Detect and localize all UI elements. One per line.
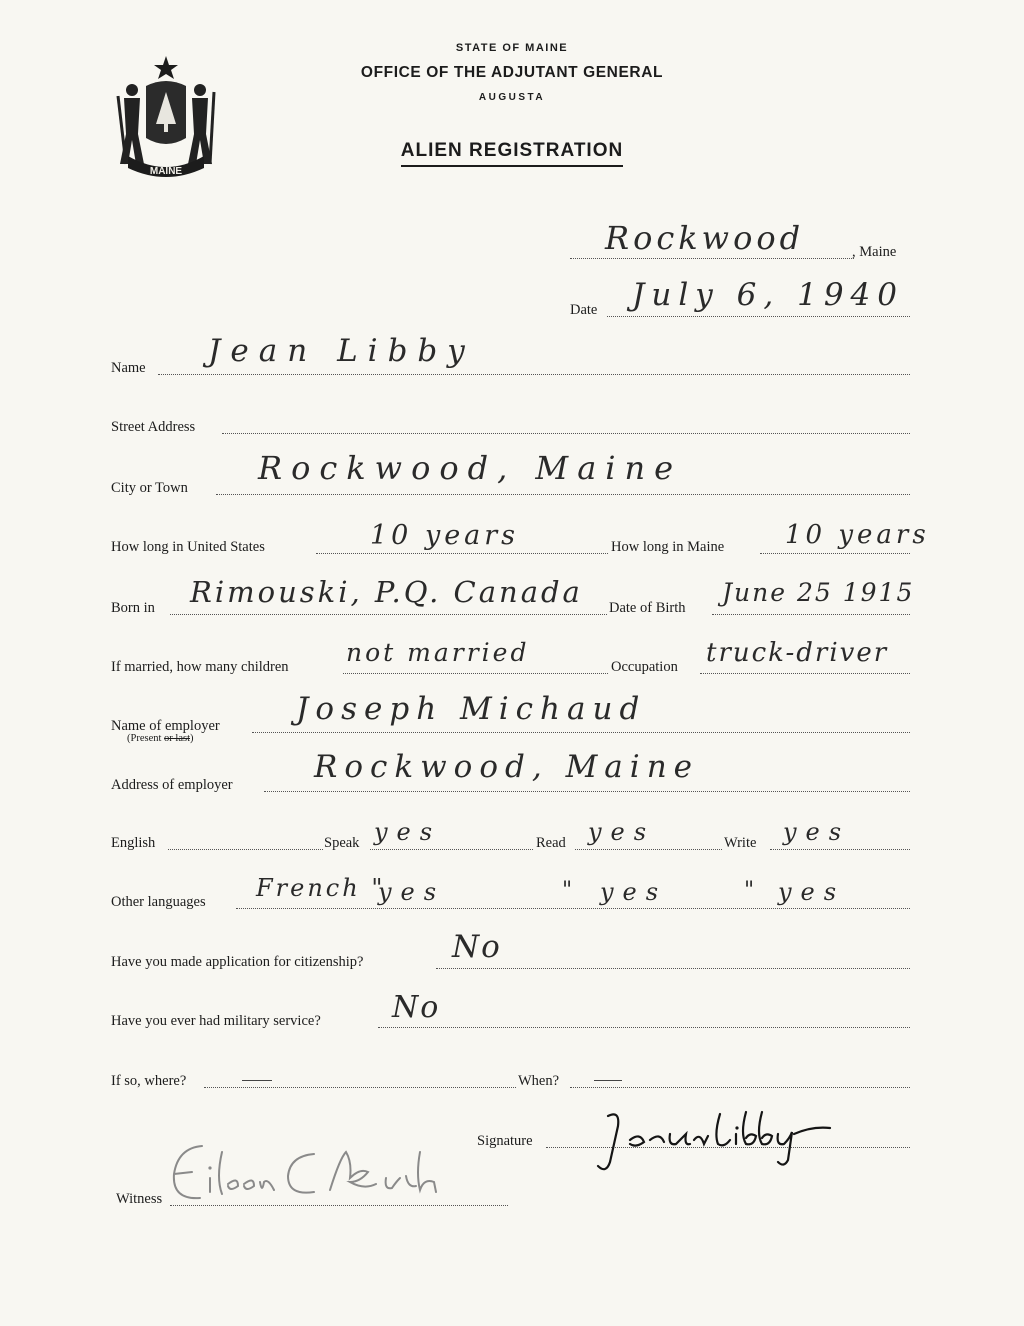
how-long-maine-line	[760, 553, 910, 554]
name-label: Name	[111, 360, 146, 376]
employer-note: (Present or last)	[127, 733, 194, 744]
employer-address-value: Rockwood, Maine	[314, 749, 700, 785]
read-line	[575, 849, 722, 850]
maine-label: , Maine	[852, 244, 897, 260]
occupation-label: Occupation	[611, 659, 678, 675]
street-address-line	[222, 433, 910, 434]
where-label: If so, where?	[111, 1073, 187, 1089]
name-value: Jean Libby	[208, 333, 475, 369]
employer-label: Name of employer	[111, 718, 220, 734]
date-line	[607, 316, 910, 317]
city-line	[216, 494, 910, 495]
read-label: Read	[536, 835, 566, 851]
citizenship-label: Have you made application for citizenship?	[111, 954, 364, 970]
born-in-value: Rimouski, P.Q. Canada	[190, 575, 583, 609]
svg-text:MAINE: MAINE	[149, 166, 183, 177]
born-in-label: Born in	[111, 600, 155, 616]
how-long-maine-value: 10 years	[785, 520, 930, 550]
header-office: OFFICE OF THE ADJUTANT GENERAL	[360, 64, 664, 81]
street-address-label: Street Address	[111, 419, 196, 435]
town-value: Rockwood	[605, 219, 805, 257]
dob-label: Date of Birth	[609, 600, 686, 616]
name-line	[158, 374, 910, 375]
city-value: Rockwood, Maine	[258, 449, 683, 487]
date-label: Date	[570, 302, 598, 318]
where-dash-mark	[242, 1080, 272, 1081]
header-city: AUGUSTA	[478, 92, 546, 103]
when-dash-mark	[594, 1080, 622, 1081]
employer-address-line	[264, 791, 910, 792]
citizenship-value: No	[452, 929, 502, 965]
how-long-us-label: How long in United States	[111, 539, 265, 555]
born-in-line	[170, 614, 607, 615]
witness-signature	[164, 1138, 464, 1210]
other-languages-label: Other languages	[111, 894, 206, 910]
header-state: STATE OF MAINE	[455, 42, 569, 54]
military-line	[378, 1027, 910, 1028]
other-language-value: French "	[256, 874, 386, 902]
town-line	[570, 258, 854, 259]
military-value: No	[392, 990, 441, 1025]
applicant-signature	[590, 1104, 840, 1176]
other-languages-line	[236, 908, 910, 909]
english-line	[168, 849, 323, 850]
witness-label: Witness	[116, 1191, 163, 1207]
when-label: When?	[518, 1073, 560, 1089]
form-title: ALIEN REGISTRATION	[0, 140, 1024, 167]
write-line	[770, 849, 910, 850]
dob-line	[712, 614, 910, 615]
how-long-us-line	[316, 553, 608, 554]
when-line	[570, 1087, 910, 1088]
city-label: City or Town	[111, 480, 188, 496]
how-long-us-value: 10 years	[370, 520, 520, 551]
speak-label: Speak	[324, 835, 360, 851]
other-speak-value: yes	[378, 878, 446, 906]
english-label: English	[111, 835, 156, 851]
children-value: not married	[346, 638, 530, 667]
english-read-value: yes	[588, 818, 656, 846]
employer-address-label: Address of employer	[111, 777, 233, 793]
ditto-write: "	[744, 878, 759, 903]
citizenship-line	[436, 968, 910, 969]
military-label: Have you ever had military service?	[111, 1013, 321, 1029]
employer-line	[252, 732, 910, 733]
write-label: Write	[724, 835, 757, 851]
how-long-maine-label: How long in Maine	[611, 539, 725, 555]
employer-value: Joseph Michaud	[296, 691, 647, 727]
occupation-value: truck-driver	[706, 638, 889, 668]
english-speak-value: yes	[374, 818, 442, 846]
occupation-line	[700, 673, 910, 674]
ditto-read: "	[562, 878, 577, 903]
dob-value: June 25 1915	[722, 578, 915, 607]
english-write-value: yes	[783, 818, 851, 846]
children-line	[343, 673, 608, 674]
other-read-value: yes	[600, 878, 668, 906]
speak-line	[370, 849, 533, 850]
where-line	[204, 1087, 516, 1088]
other-write-value: yes	[778, 878, 846, 906]
date-value: July 6, 1940	[632, 277, 904, 313]
signature-label: Signature	[477, 1133, 533, 1149]
children-label: If married, how many children	[111, 659, 289, 675]
